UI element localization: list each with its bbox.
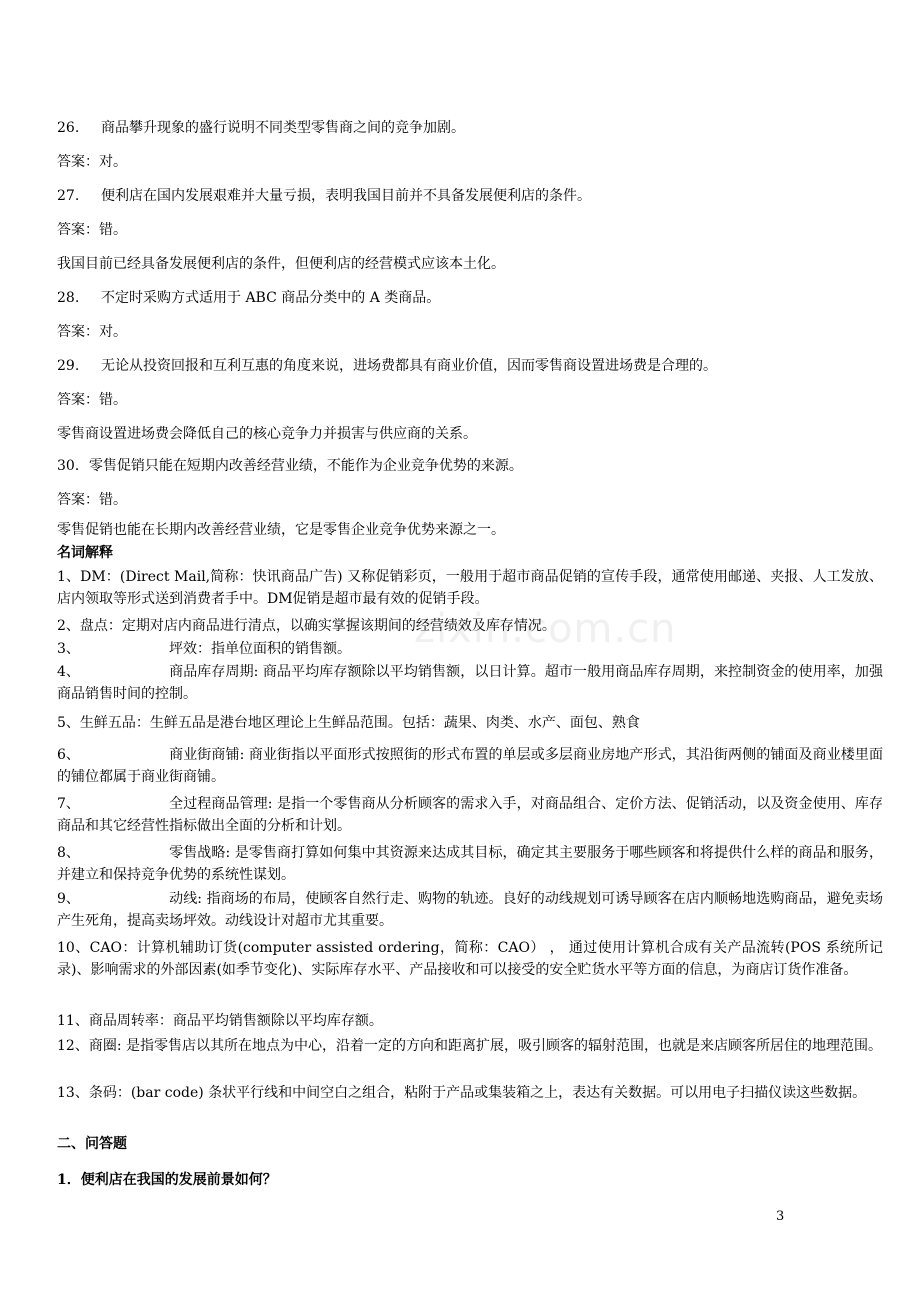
question-text: 商品攀升现象的盛行说明不同类型零售商之间的竞争加剧。	[101, 120, 465, 136]
question-text: 不定时采购方式适用于 ABC 商品分类中的 A 类商品。	[101, 290, 441, 306]
answer-28: 答案：对。	[57, 324, 127, 340]
term-6	[57, 744, 883, 788]
section-heading-terms: 名词解释	[57, 545, 113, 561]
question-number: 28.	[57, 290, 80, 306]
question-text: 便利店在国内发展艰难并大量亏损，表明我国目前并不具备发展便利店的条件。	[101, 188, 591, 204]
question-27	[57, 186, 883, 206]
question-28	[57, 288, 883, 308]
answer-30: 答案：错。	[57, 492, 127, 508]
term-1: 1、DM：(Direct Mail,简称：快讯商品广告) 又称促销彩页，一般用于超市商品促销的宣传手段，通常使用邮递、夹报、人工发放、店内领取等形式送到消费者手中。DM促销是超市最有效的促销手段。	[57, 569, 883, 607]
term-text: 动线: 指商场的布局，使顾客自然行走、购物的轨迹。良好的动线规划可诱导顾客在店内顺畅地选购商品，避免卖场产生死角，提高卖场坪效。动线设计对超市尤其重要。	[57, 891, 883, 929]
question-30: 30．零售促销只能在短期内改善经营业绩，不能作为企业竞争优势的来源。	[57, 458, 523, 474]
term-5: 5、生鲜五品：生鲜五品是港台地区理论上生鲜品范围。包括：蔬果、肉类、水产、面包、熟食	[57, 715, 640, 731]
term-number: 9、	[57, 891, 80, 907]
question-number: 29.	[57, 358, 80, 374]
term-9	[57, 888, 883, 932]
explanation-29: 零售商设置进场费会降低自己的核心竞争力并损害与供应商的关系。	[57, 426, 477, 442]
watermark: zixin.com.cn	[414, 606, 677, 652]
question-number: 27.	[57, 188, 80, 204]
term-number: 4、	[57, 664, 80, 680]
term-8	[57, 842, 883, 886]
explanation-30: 零售促销也能在长期内改善经营业绩，它是零售企业竞争优势来源之一。	[57, 522, 505, 538]
term-text: 全过程商品管理: 是指一个零售商从分析顾客的需求入手，对商品组合、定价方法、促销活动，以及资金使用、库存商品和其它经营性指标做出全面的分析和计划。	[57, 796, 883, 834]
term-13: 13、条码：(bar code) 条状平行线和中间空白之组合，粘附于产品或集装箱之上，表达有关数据。可以用电子扫描仪读这些数据。	[57, 1085, 867, 1101]
term-2: 2、盘点：定期对店内商品进行清点，以确实掌握该期间的经营绩效及库存情况。	[57, 618, 556, 634]
essay-question-1: 1．便利店在我国的发展前景如何？	[57, 1172, 277, 1188]
explanation-27: 我国目前已经具备发展便利店的条件，但便利店的经营模式应该本土化。	[57, 256, 505, 272]
term-10: 10、CAO：计算机辅助订货(computer assisted ordering，简称：CAO） ， 通过使用计算机合成有关产品流转(POS 系统所记录)、影响需求的外部因素(如季节变化)、实际库存水平、产品接收和可以接受的安全贮货水平等方面的信息，为商店订货作准备。	[57, 940, 883, 978]
page-number: 3	[776, 1209, 785, 1224]
section-heading-qa: 二、问答题	[57, 1136, 127, 1152]
question-number: 26.	[57, 120, 80, 136]
term-number: 8、	[57, 845, 80, 861]
term-3	[57, 638, 883, 660]
term-number: 7、	[57, 796, 80, 812]
term-4	[57, 661, 883, 705]
term-number: 6、	[57, 747, 80, 763]
answer-27: 答案：错。	[57, 222, 127, 238]
answer-26: 答案：对。	[57, 154, 127, 170]
term-text: 坪效：指单位面积的销售额。	[169, 641, 351, 657]
question-26	[57, 118, 883, 138]
term-12: 12、商圈: 是指零售店以其所在地点为中心，沿着一定的方向和距离扩展，吸引顾客的辐射范围，也就是来店顾客所居住的地理范围。	[57, 1038, 882, 1054]
question-29	[57, 356, 883, 376]
term-text: 零售战略: 是零售商打算如何集中其资源来达成其目标，确定其主要服务于哪些顾客和将提供什么样的商品和服务，并建立和保持竞争优势的系统性谋划。	[57, 845, 883, 883]
term-text: 商品库存周期: 商品平均库存额除以平均销售额，以日计算。超市一般用商品库存周期，来控制资金的使用率，加强商品销售时间的控制。	[57, 664, 883, 702]
term-11: 11、商品周转率：商品平均销售额除以平均库存额。	[57, 1013, 383, 1029]
term-text: 商业街商铺: 商业街指以平面形式按照街的形式布置的单层或多层商业房地产形式，其沿街两侧的铺面及商业楼里面的铺位都属于商业街商铺。	[57, 747, 883, 785]
question-text: 无论从投资回报和互利互惠的角度来说，进场费都具有商业价值，因而零售商设置进场费是合理的。	[101, 358, 717, 374]
answer-29: 答案：错。	[57, 392, 127, 408]
term-7	[57, 793, 883, 837]
term-number: 3、	[57, 641, 80, 657]
